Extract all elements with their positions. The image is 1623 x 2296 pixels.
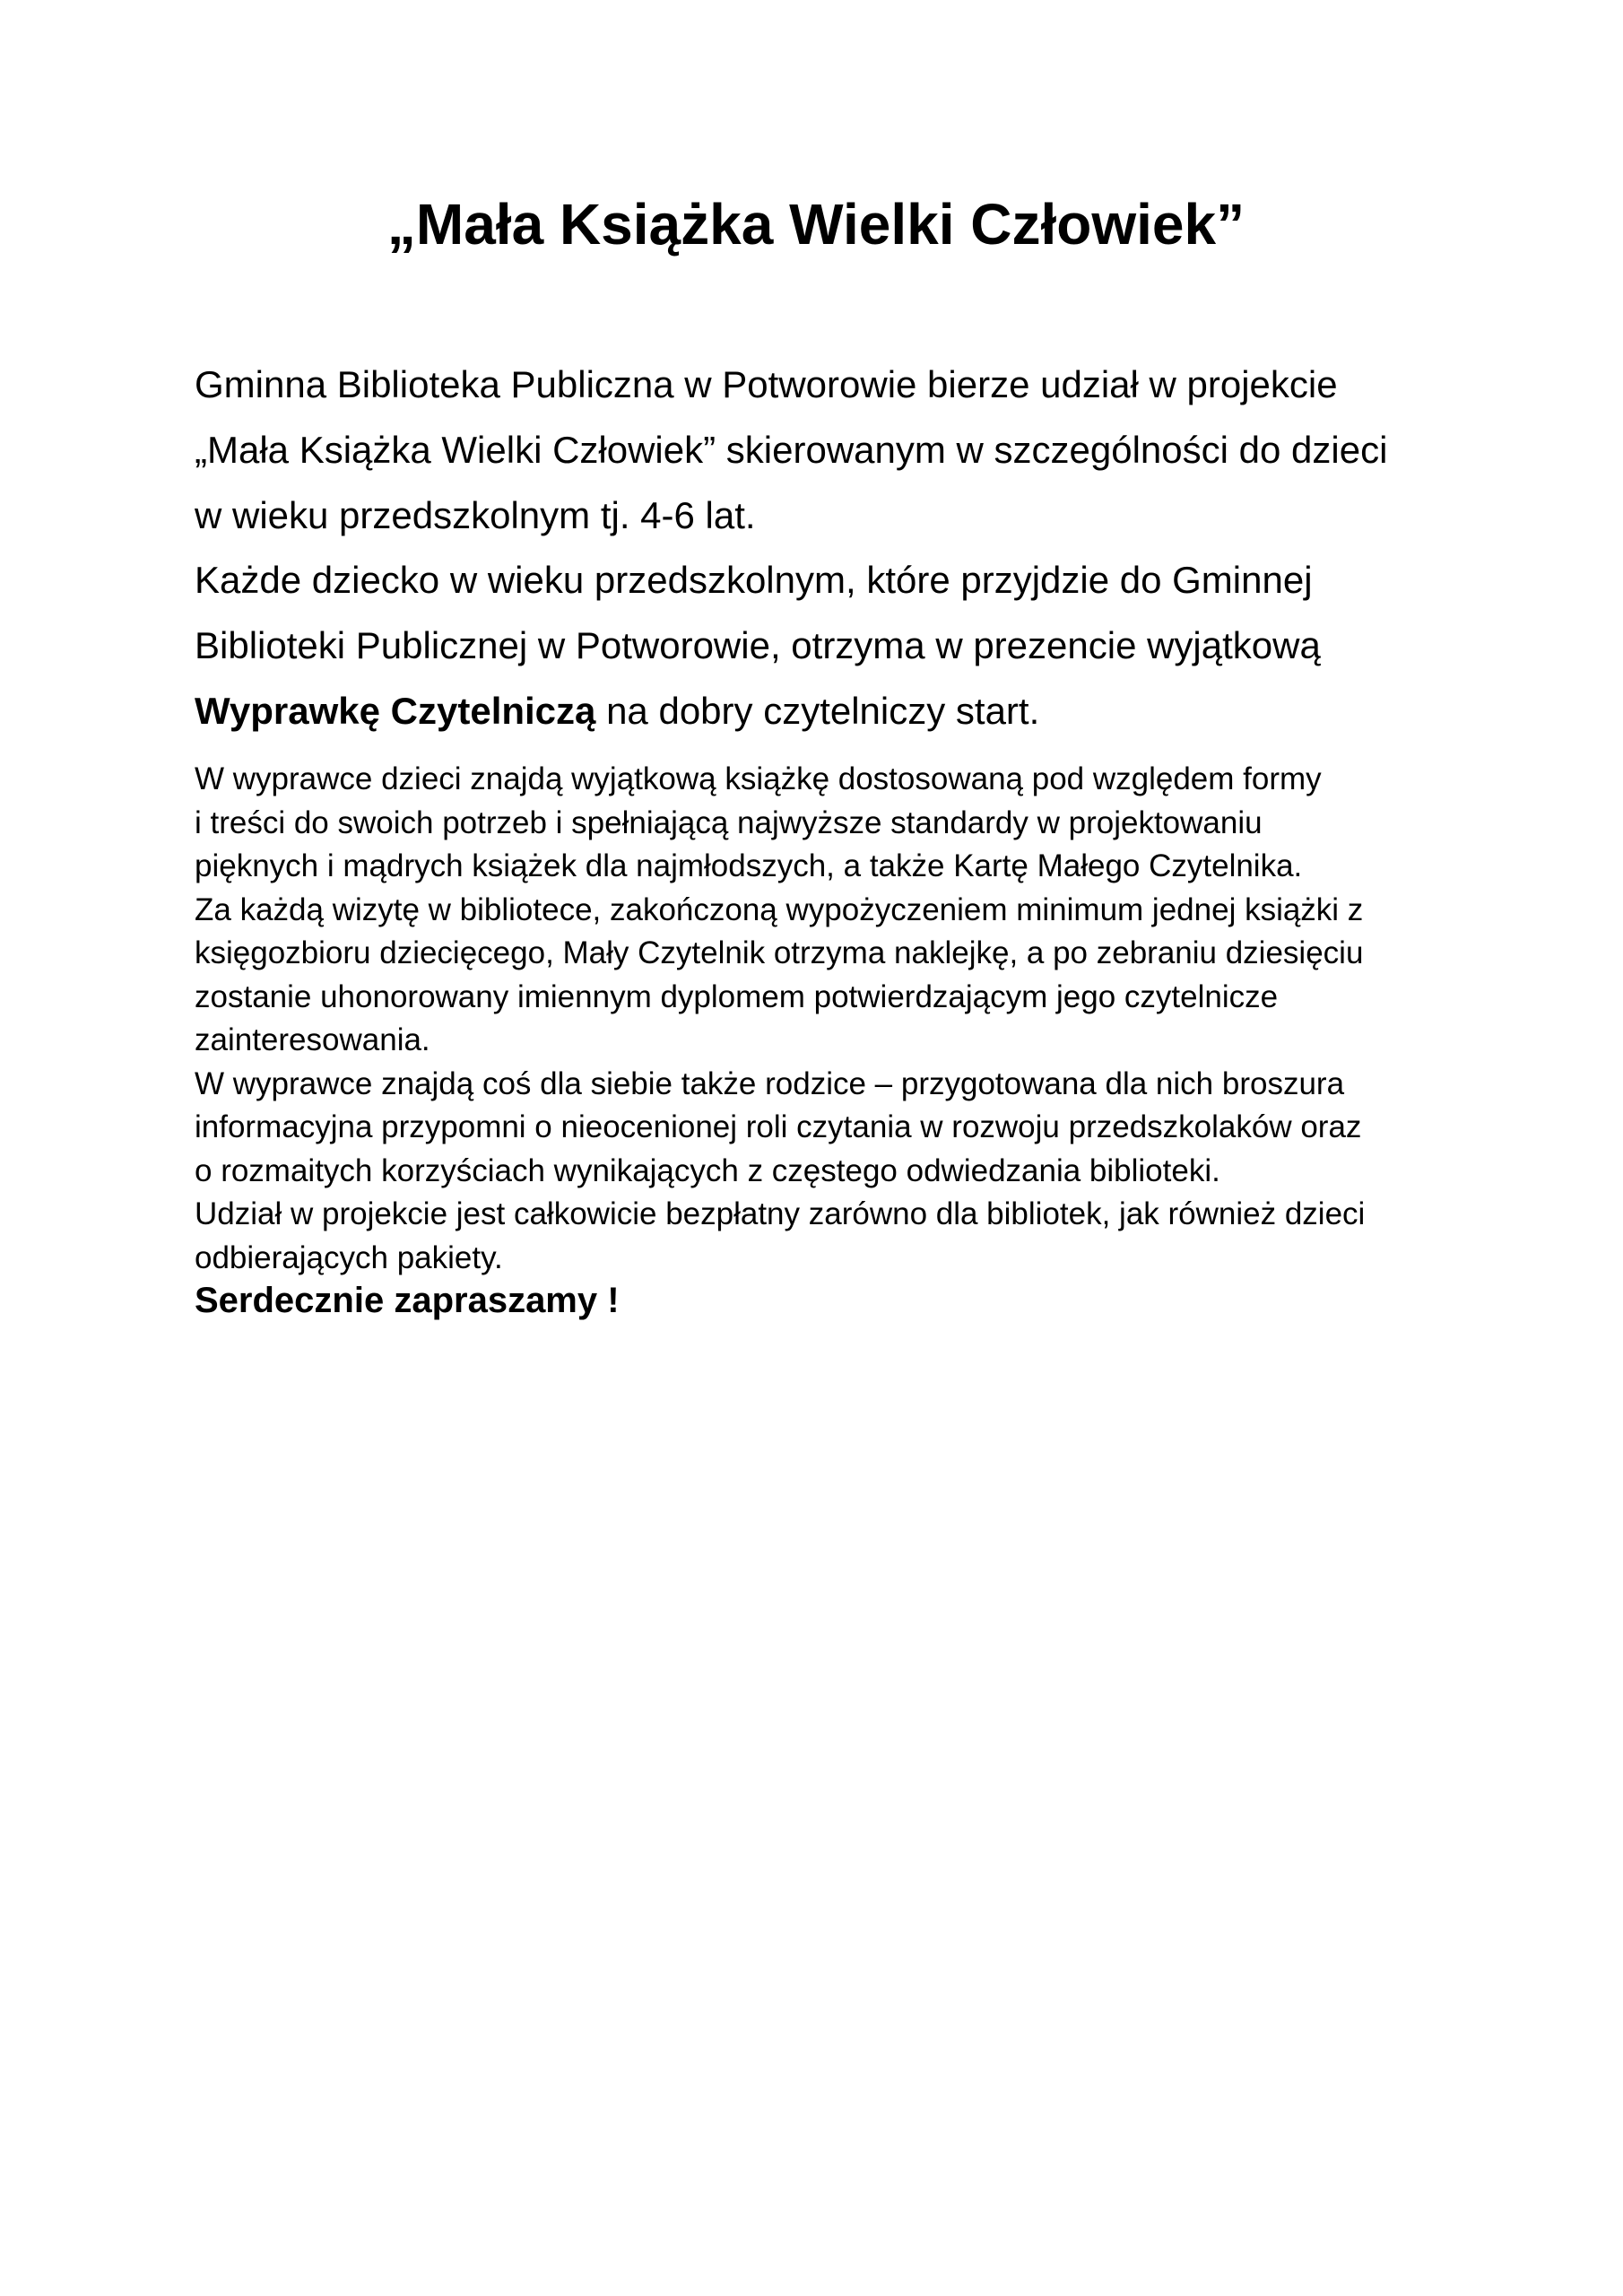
intro-line: „Mała Książka Wielki Człowiek” skierowanym w szczególności do dzieci bbox=[195, 429, 1388, 471]
intro-line-rest: na dobry czytelniczy start. bbox=[595, 690, 1040, 732]
intro-line: Biblioteki Publicznej w Potworowie, otrzyma w prezencie wyjątkową bbox=[195, 624, 1321, 666]
detail-line: informacyjna przypomni o nieocenionej roli czytania w rozwoju przedszkolaków oraz bbox=[195, 1109, 1362, 1144]
detail-line: księgozbioru dziecięcego, Mały Czytelnik otrzyma naklejkę, a po zebraniu dziesięciu bbox=[195, 935, 1364, 970]
document-title: „Mała Książka Wielki Człowiek” bbox=[386, 192, 1245, 257]
detail-line: o rozmaitych korzyściach wynikających z częstego odwiedzania biblioteki. bbox=[195, 1153, 1220, 1188]
wyprawka-bold-text: Wyprawkę Czytelniczą bbox=[195, 690, 596, 732]
detail-line: zostanie uhonorowany imiennym dyplomem potwierdzającym jego czytelnicze bbox=[195, 979, 1279, 1014]
detail-line: odbierających pakiety. bbox=[195, 1240, 503, 1275]
detail-line: zainteresowania. bbox=[195, 1022, 430, 1057]
detail-line: Za każdą wizytę w bibliotece, zakończoną wypożyczeniem minimum jednej książki z bbox=[195, 892, 1364, 927]
detail-line: W wyprawce dzieci znajdą wyjątkową książkę dostosowaną pod względem formy bbox=[195, 761, 1322, 796]
intro-line-highlight bbox=[195, 689, 1039, 734]
intro-line: w wieku przedszkolnym tj. 4-6 lat. bbox=[195, 494, 756, 536]
intro-line: Każde dziecko w wieku przedszkolnym, które przyjdzie do Gminnej bbox=[195, 559, 1313, 601]
closing-invitation: Serdecznie zapraszamy ! bbox=[195, 1281, 620, 1320]
intro-line: Gminna Biblioteka Publiczna w Potworowie bierze udział w projekcie bbox=[195, 363, 1338, 405]
detail-line: Udział w projekcie jest całkowicie bezpłatny zarówno dla bibliotek, jak również dzieci bbox=[195, 1196, 1366, 1231]
detail-line: W wyprawce znajdą coś dla siebie także rodzice – przygotowana dla nich broszura bbox=[195, 1066, 1345, 1101]
detail-line: pięknych i mądrych książek dla najmłodszych, a także Kartę Małego Czytelnika. bbox=[195, 848, 1303, 883]
detail-line: i treści do swoich potrzeb i spełniającą najwyższe standardy w projektowaniu bbox=[195, 805, 1263, 840]
